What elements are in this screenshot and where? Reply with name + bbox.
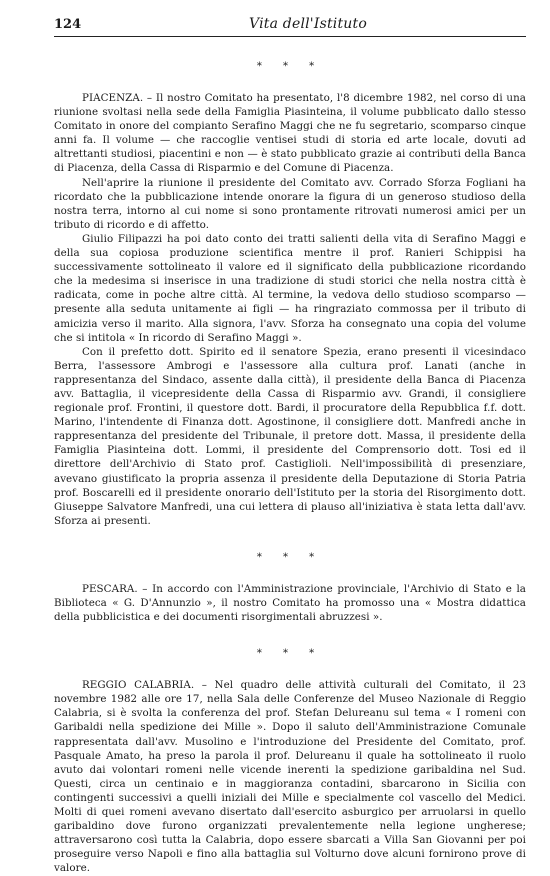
paragraph: Con il prefetto dott. Spirito ed il senatore Spezia, erano presenti il vicesindaco Berra, l'assessore Ambrogi e l'assessore alla cultura prof. Lanati (anche in rappresentanza del Sindaco, assente dalla città), il presidente della Banca di Piacenza avv. Battaglia, il vicepresidente della Cassa di Risparmio avv. Grandi, il consigliere regionale prof. Frontini, il questore dott. Bardi, il procuratore della Repubblica f.f. dott. Marino, l'intendente di Finanza dott. Agostinone, il consigliere dott. Manfredi anche in rappresentanza del presidente del Tribunale, il pretore dott. Massa, il presidente della Famiglia Piasinteina dott. Lommi, il presidente del Comprensorio dott. Tosi ed il direttore dell'Archivio di Stato prof. Castiglioli. Nell'impossibilità di presenziare, avevano giustificato la propria assenza il presidente della Deputazione di Storia Patria prof. Boscarelli ed il presidente onorario dell'Istituto per la storia del Risorgimento dott. Giuseppe Salvatore Manfredi, una cui lettera di plauso all'iniziativa è stata letta dall'avv. Sforza ai presenti. (54, 345, 526, 527)
paragraph: Giulio Filipazzi ha poi dato conto dei tratti salienti della vita di Serafino Maggi e della sua copiosa produzione scientifica mentre il prof. Ranieri Schippisi ha successivamente sottolineato il valore ed il significato della pubblicazione ricordando che la medesima si inserisce in una tradizione di studi storici che nella nostra città è radicata, come in poche altre città. Al termine, la vedova dello studioso scomparso — presente alla seduta unitamente ai figli — ha ringraziato commossa per il tributo di amicizia verso il marito. Alla signora, l'avv. Sforza ha consegnato una copia del volume che si intitola « In ricordo di Serafino Maggi ». (54, 232, 526, 344)
paragraph: REGGIO CALABRIA. – Nel quadro delle attività culturali del Comitato, il 23 novembre 1982 alle ore 17, nella Sala delle Conferenze del Museo Nazionale di Reggio Calabria, si è svolta la conferenza del prof. Stefan Delureanu sul tema « I romeni con Garibaldi nella spedizione dei Mille ». Dopo il saluto dell'Amministrazione Comunale rappresentata dall'avv. Musolino e l'introduzione del Presidente del Comitato, prof. Pasquale Amato, ha preso la parola il prof. Delureanu il quale ha sottolineato il ruolo avuto dai volontari romeni nelle vicende inerenti la spedizione garibaldina nel Sud. Questi, circa un centinaio e in maggioranza contadini, sbarcarono in Sicilia con contingenti successivi a quelli iniziali dei Mille e specialmente col vascello del Medici. Molti di quei romeni avevano disertato dall'esercito asburgico per arruolarsi in quello garibaldino dove furono organizzati prevalentemente nella legione ungherese; attraversarono così tutta la Calabria, dopo essere sbarcati a Villa San Giovanni per poi proseguire verso Napoli e fino alla battaglia sul Volturno dove alcuni fornirono prove di valore. (54, 679, 526, 875)
section-separator: * * * (256, 551, 324, 563)
paragraph: PIACENZA. – Il nostro Comitato ha presentato, l'8 dicembre 1982, nel corso di una riunione svoltasi nella sede della Famiglia Piasinteina, il volume pubblicato dallo stesso Comitato in onore del compianto Serafino Maggi che ne fu segretario, scomparso cinque anni fa. Il volume — che raccoglie ventisei studi di storia ed arte locale, dovuti ad altrettanti studiosi, piacentini e non — è stato pubblicato grazie ai contributi della Banca di Piacenza, della Cassa di Risparmio e del Comune di Piacenza. (54, 92, 526, 175)
place-name: REGGIO CALABRIA. (82, 679, 195, 692)
section-separator: * * * (256, 648, 324, 660)
place-name: PESCARA. (82, 582, 138, 595)
running-header (54, 16, 526, 37)
section-pescara (54, 582, 526, 624)
page-number: 124 (54, 17, 82, 32)
section-reggio-calabria (54, 678, 526, 875)
section-separator: * * * (256, 61, 324, 72)
paragraph: Nell'aprire la riunione il presidente del Comitato avv. Corrado Sforza Fogliani ha ricordato che la pubblicazione intende onorare la figura di un generoso studioso della nostra terra, intorno al cui nome si sono prontamente ritrovati numerosi amici per un tributo di ricordo e di affetto. (54, 176, 526, 231)
place-name: PIACENZA. (82, 92, 144, 104)
running-title: Vita dell'Istituto (249, 16, 367, 32)
paragraph: PESCARA. – In accordo con l'Amministrazione provinciale, l'Archivio di Stato e la Biblioteca « G. D'Annunzio », il nostro Comitato ha promosso una « Mostra didattica della pubblicistica e dei documenti risorgimentali abruzzesi ». (54, 582, 526, 624)
section-piacenza (54, 91, 526, 528)
